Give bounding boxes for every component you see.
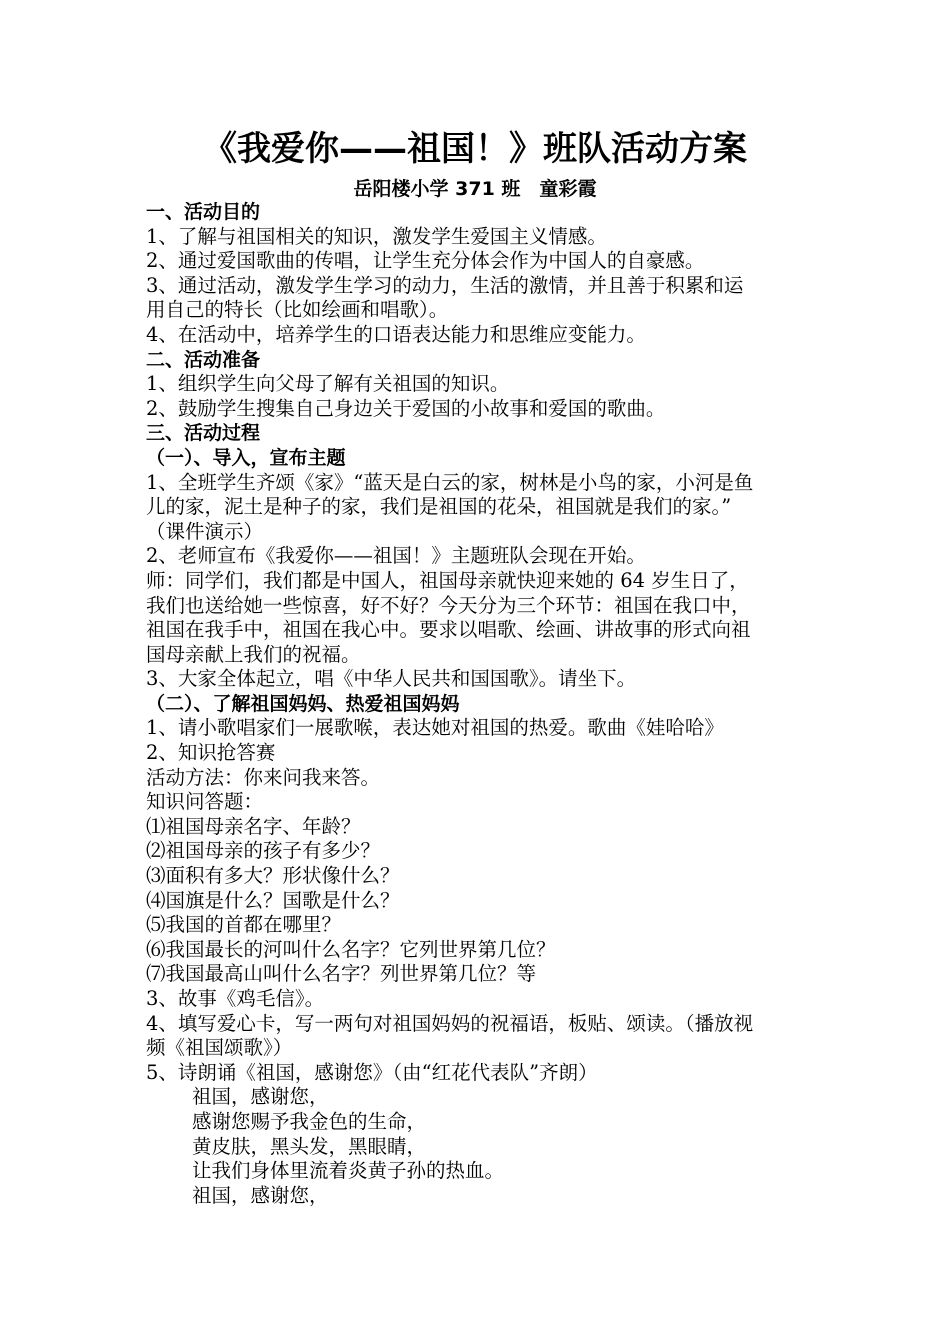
section-heading: （一）、导入，宣布主题 — [146, 446, 346, 469]
section-heading: （二）、了解祖国妈妈、热爱祖国妈妈 — [146, 692, 460, 715]
section-heading: 一、活动目的 — [146, 201, 261, 223]
paragraph-line: 3、故事《鸡毛信》。 — [146, 987, 325, 1010]
paragraph-line: 2、通过爱国歌曲的传唱，让学生充分体会作为中国人的自豪感。 — [146, 249, 705, 273]
page-title: 《我爱你——祖国！》班队活动方案 — [203, 129, 747, 169]
paragraph-line: ⑷国旗是什么？国歌是什么？ — [146, 888, 400, 912]
paragraph-line: ⑵祖国母亲的孩子有多少？ — [146, 839, 381, 863]
paragraph-line: 2、老师宣布《我爱你——祖国！》主题班队会现在开始。 — [146, 544, 646, 568]
paragraph-line: 用自己的特长（比如绘画和唱歌）。 — [146, 298, 449, 322]
paragraph-line: 1、组织学生向父母了解有关祖国的知识。 — [146, 372, 510, 396]
paragraph-line: 我们也送给她一些惊喜，好不好？今天分为三个环节：祖国在我口中， — [146, 593, 751, 617]
paragraph-line: 4、填写爱心卡，写一两句对祖国妈妈的祝福语，板贴、颂读。（播放视 — [146, 1011, 754, 1035]
paragraph-line: 1、了解与祖国相关的知识，激发学生爱国主义情感。 — [146, 224, 607, 248]
paragraph-line: ⑸我国的首都在哪里？ — [146, 913, 342, 937]
paragraph-line: ⑺我国最高山叫什么名字？列世界第几位？等 — [146, 962, 537, 986]
paragraph-line: 祖国在我手中，祖国在我心中。要求以唱歌、绘画、讲故事的形式向祖 — [146, 618, 751, 642]
poem-line: 感谢您赐予我金色的生命， — [192, 1109, 427, 1133]
document-body — [146, 200, 826, 1208]
paragraph-line: ⑴祖国母亲名字、年龄？ — [146, 814, 361, 838]
poem-line: 祖国，感谢您， — [192, 1183, 329, 1207]
section-heading: 三、活动过程 — [146, 422, 261, 445]
paragraph-line: ⑹我国最长的河叫什么名字？它列世界第几位？ — [146, 937, 556, 961]
paragraph-line: 2、鼓励学生搜集自己身边关于爱国的小故事和爱国的歌曲。 — [146, 396, 666, 420]
poem-line: 黄皮肤，黑头发，黑眼睛， — [192, 1134, 427, 1158]
page-subtitle: 岳阳楼小学 371 班 童彩霞 — [353, 178, 597, 200]
section-heading: 二、活动准备 — [146, 348, 261, 371]
paragraph-line: 3、大家全体起立，唱《中华人民共和国国歌》。请坐下。 — [146, 667, 637, 691]
paragraph-line: （课件演示） — [146, 519, 264, 543]
paragraph-line: 儿的家，泥土是种子的家，我们是祖国的花朵，祖国就是我们的家。” — [146, 495, 732, 519]
paragraph-line: 4、在活动中，培养学生的口语表达能力和思维应变能力。 — [146, 322, 646, 346]
poem-line: 让我们身体里流着炎黄子孙的热血。 — [192, 1159, 505, 1183]
paragraph-line: 1、全班学生齐颂《家》“蓝天是白云的家，树林是小鸟的家，小河是鱼 — [146, 470, 754, 494]
paragraph-line: 知识问答题： — [146, 790, 264, 814]
paragraph-line: 活动方法：你来问我来答。 — [146, 765, 381, 789]
paragraph-line: 2、知识抢答赛 — [146, 741, 276, 765]
paragraph-line: 国母亲献上我们的祝福。 — [146, 642, 361, 666]
paragraph-line: 师：同学们，我们都是中国人，祖国母亲就快迎来她的 64 岁生日了， — [146, 568, 749, 592]
paragraph-line: 3、通过活动，激发学生学习的动力，生活的激情，并且善于积累和运 — [146, 273, 744, 297]
paragraph-line: ⑶面积有多大？形状像什么？ — [146, 864, 400, 888]
paragraph-line: 频《祖国颂歌》） — [146, 1036, 293, 1060]
paragraph-line: 1、请小歌唱家们一展歌喉，表达她对祖国的热爱。歌曲《娃哈哈》 — [146, 716, 724, 740]
poem-line: 祖国，感谢您， — [192, 1085, 329, 1109]
paragraph-line: 5、诗朗诵《祖国，感谢您》（由“红花代表队”齐朗） — [146, 1060, 598, 1084]
